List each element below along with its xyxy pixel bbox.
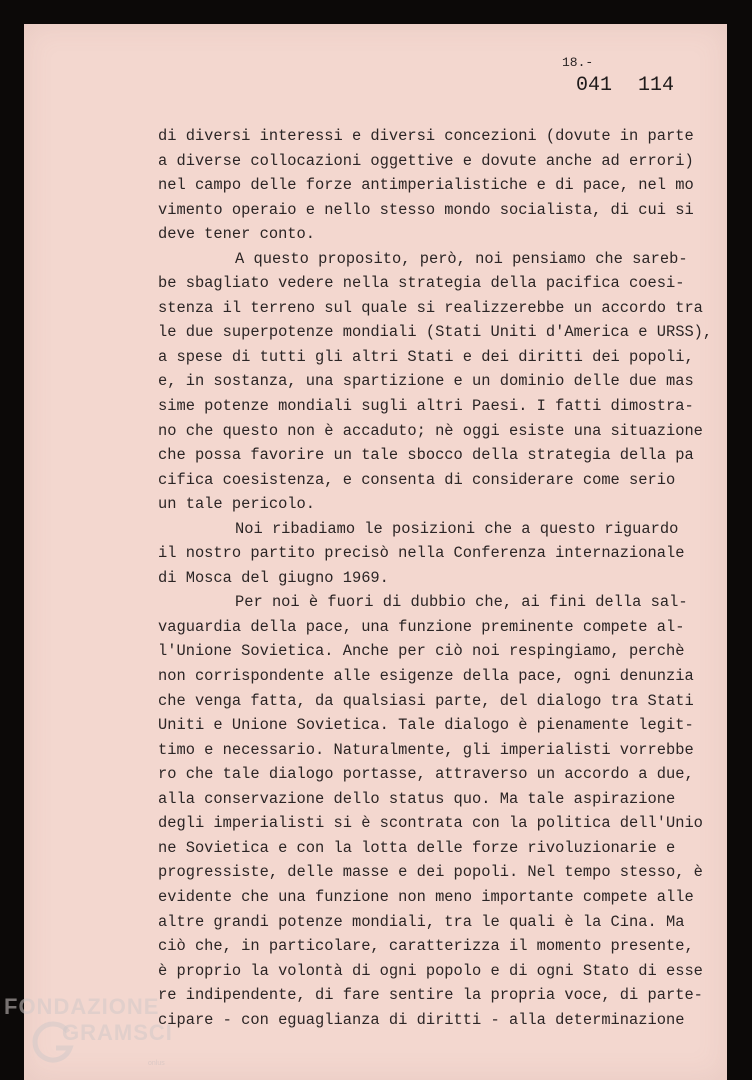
watermark-line-1: FONDAZIONE <box>4 994 160 1019</box>
text-line: altre grandi potenze mondiali, tra le quali è la Cina. Ma <box>158 912 685 931</box>
text-line: evidente che una funzione non meno importante compete alle <box>158 887 694 906</box>
text-line: be sbagliato vedere nella strategia della pacifica coesi- <box>158 274 685 293</box>
text-line: timo e necessario. Naturalmente, gli imperialisti vorrebbe <box>158 740 694 759</box>
text-line: Uniti e Unione Sovietica. Tale dialogo è pienamente legit- <box>158 716 694 735</box>
text-line: nel campo delle forze antimperialistiche e di pace, nel mo <box>158 176 694 195</box>
text-line: è proprio la volontà di ogni popolo e di ogni Stato di esse <box>158 961 703 980</box>
text-line: degli imperialisti si è scontrata con la politica dell'Unio <box>158 814 703 833</box>
text-line: sime potenze mondiali sugli altri Paesi. I fatti dimostra- <box>158 397 694 416</box>
watermark-g-icon <box>30 1020 76 1066</box>
archive-number-1: 041 <box>576 74 613 97</box>
text-line: Noi ribadiamo le posizioni che a questo riguardo <box>235 519 679 538</box>
text-line: alla conservazione dello status quo. Ma tale aspirazione <box>158 789 676 808</box>
text-line: a spese di tutti gli altri Stati e dei diritti dei popoli, <box>158 347 694 366</box>
typed-body-text <box>158 124 718 1032</box>
watermark-line-2: GRAMSCI <box>62 1020 173 1045</box>
text-line: cipare - con eguaglianza di diritti - alla determinazione <box>158 1010 685 1029</box>
text-line: l'Unione Sovietica. Anche per ciò noi respingiamo, perchè <box>158 642 685 661</box>
archive-numbers <box>576 74 700 97</box>
document-page <box>24 24 727 1080</box>
text-line: ciò che, in particolare, caratterizza il momento presente, <box>158 937 694 956</box>
text-line: un tale pericolo. <box>158 495 316 514</box>
text-line: vaguardia della pace, una funzione preminente compete al- <box>158 617 685 636</box>
text-line: le due superpotenze mondiali (Stati Uniti d'America e URSS), <box>158 323 713 342</box>
text-line: stenza il terreno sul quale si realizzerebbe un accordo tra <box>158 298 703 317</box>
text-line: di diversi interessi e diversi concezioni (dovute in parte <box>158 127 694 145</box>
text-line: cifica coesistenza, e consenta di considerare come serio <box>158 470 676 489</box>
text-line: che possa favorire un tale sbocco della strategia della pa <box>158 446 694 465</box>
text-line: e, in sostanza, una spartizione e un dominio delle due mas <box>158 372 694 391</box>
text-line: re indipendente, di fare sentire la propria voce, di parte- <box>158 986 703 1005</box>
watermark-sub: onlus <box>148 1060 165 1067</box>
text-line: di Mosca del giugno 1969. <box>158 568 389 587</box>
text-line: il nostro partito precisò nella Conferenza internazionale <box>158 544 685 563</box>
text-line: progressiste, delle masse e dei popoli. Nel tempo stesso, è <box>158 863 703 882</box>
text-line: ro che tale dialogo portasse, attraverso un accordo a due, <box>158 765 694 784</box>
text-line: che venga fatta, da qualsiasi parte, del dialogo tra Stati <box>158 691 694 710</box>
page-number-handwritten: 18.- <box>562 55 594 70</box>
text-line: a diverse collocazioni oggettive e dovute anche ad errori) <box>158 151 694 170</box>
archive-number-2: 114 <box>638 74 675 97</box>
text-line: ne Sovietica e con la lotta delle forze rivoluzionarie e <box>158 838 676 857</box>
text-line: non corrispondente alle esigenze della pace, ogni denunzia <box>158 667 694 686</box>
text-line: deve tener conto. <box>158 225 316 244</box>
text-line: A questo proposito, però, noi pensiamo che sareb- <box>235 249 688 268</box>
text-line: no che questo non è accaduto; nè oggi esiste una situazione <box>158 421 703 440</box>
text-line: Per noi è fuori di dubbio che, ai fini della sal- <box>235 593 688 612</box>
text-line: vimento operaio e nello stesso mondo socialista, di cui si <box>158 200 694 219</box>
